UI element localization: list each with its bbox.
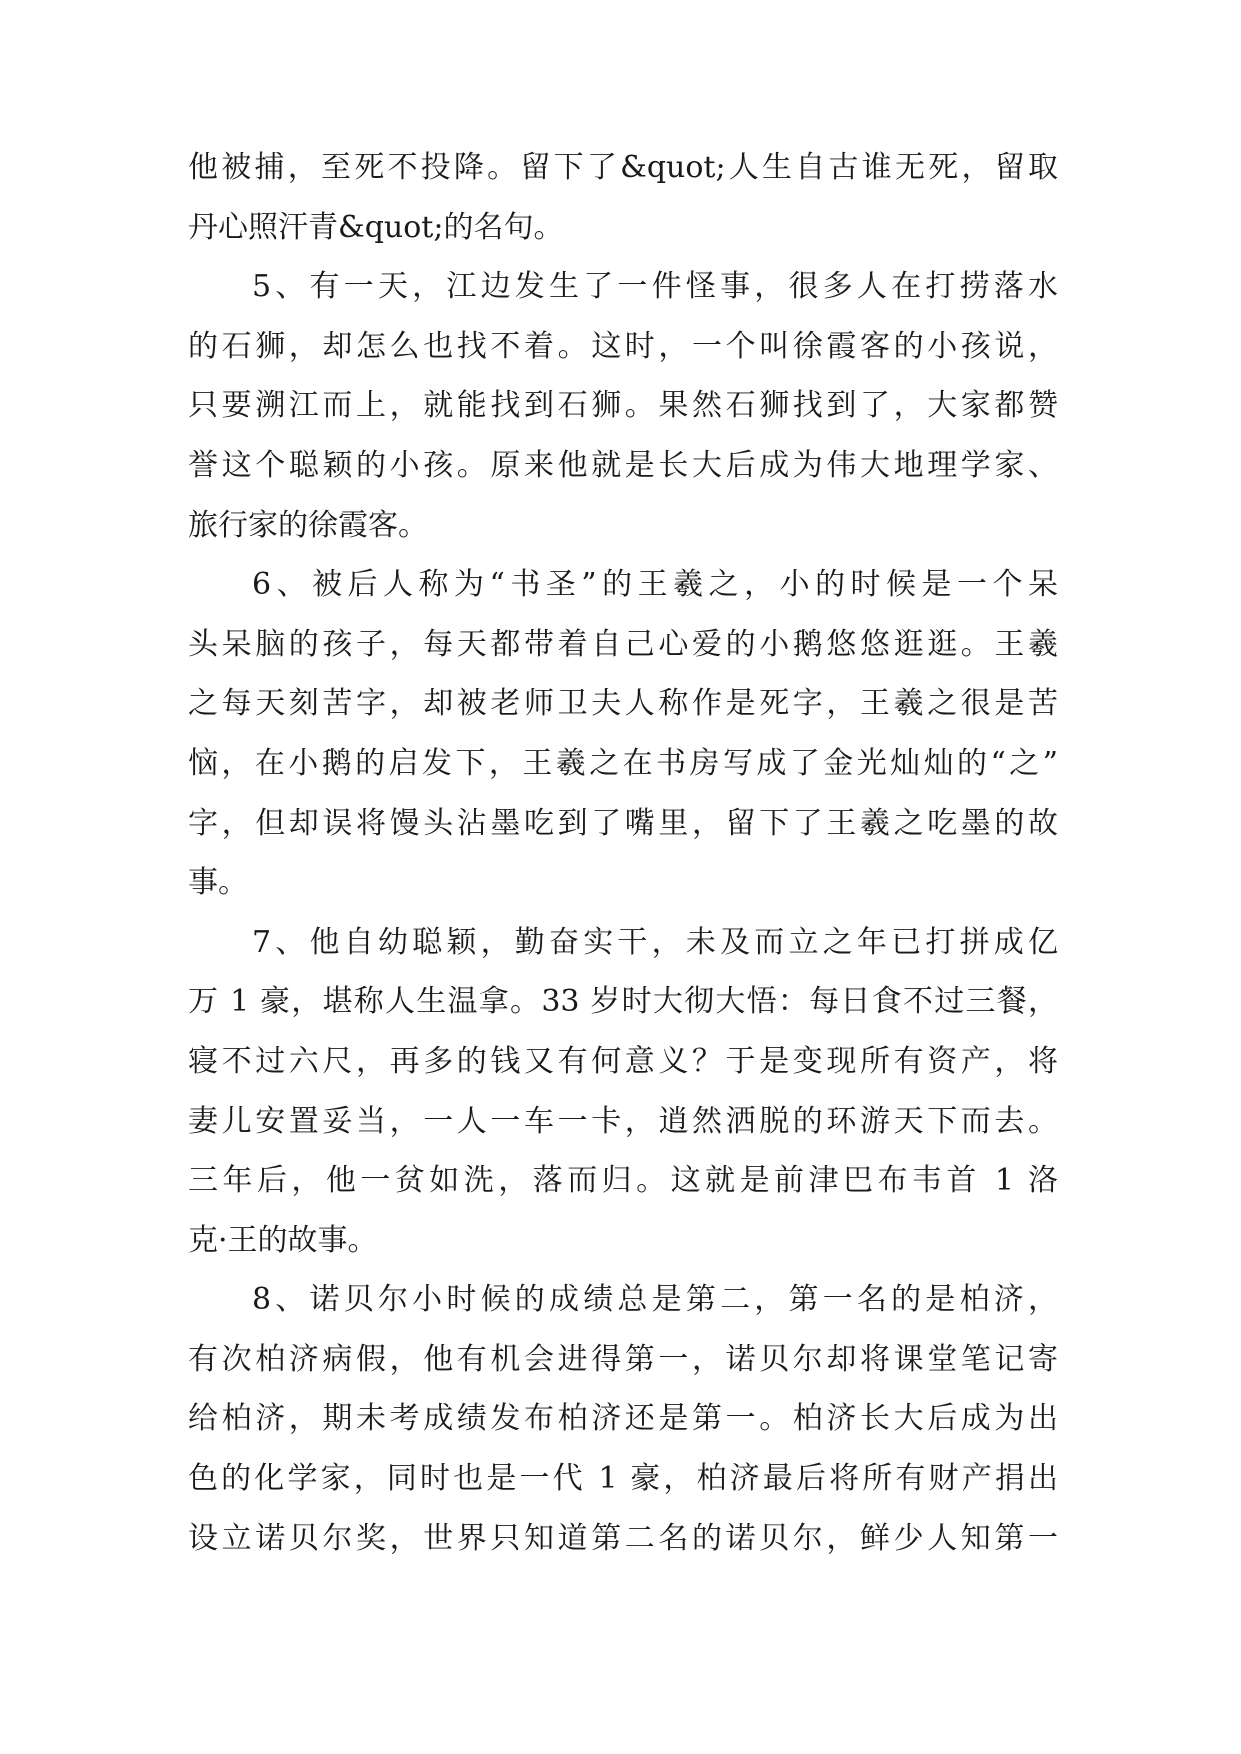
text-line: 他被捕，至死不投降。留下了&quot;人生自古谁无死，留取 <box>188 150 1058 185</box>
text-line: 丹心照汗青&quot;的名句。 <box>188 209 564 245</box>
text-line: 的石狮，却怎么也找不着。这时，一个叫徐霞客的小孩说， <box>188 328 1058 364</box>
document-body <box>188 138 1058 1568</box>
text-line: 有次柏济病假，他有机会进得第一，诺贝尔却将课堂笔记寄 <box>188 1341 1058 1377</box>
text-line: 7、他自幼聪颖，勤奋实干，未及而立之年已打拼成亿 <box>252 924 1058 960</box>
text-line: 万 1 豪，堪称人生温拿。33 岁时大彻大悟：每日食不过三餐， <box>188 984 1058 1020</box>
text-line: 给柏济，期未考成绩发布柏济还是第一。柏济长大后成为出 <box>188 1401 1058 1437</box>
text-line: 色的化学家，同时也是一代 1 豪，柏济最后将所有财产捐出 <box>188 1461 1058 1497</box>
text-line: 妻儿安置妥当，一人一车一卡，逍然洒脱的环游天下而去。 <box>188 1103 1058 1139</box>
text-line: 三年后，他一贫如洗，落而归。这就是前津巴布韦首 1 洛 <box>188 1163 1058 1199</box>
text-line: 只要溯江而上，就能找到石狮。果然石狮找到了，大家都赞 <box>188 388 1058 424</box>
text-line: 克·王的故事。 <box>188 1222 378 1258</box>
text-line: 誉这个聪颖的小孩。原来他就是长大后成为伟大地理学家、 <box>188 447 1058 483</box>
text-line: 旅行家的徐霞客。 <box>188 507 428 543</box>
text-line: 8、诺贝尔小时候的成绩总是第二，第一名的是柏济， <box>252 1282 1058 1318</box>
text-line: 之每天刻苦字，却被老师卫夫人称作是死字，王羲之很是苦 <box>188 686 1058 722</box>
text-line: 字，但却误将馒头沾墨吃到了嘴里，留下了王羲之吃墨的故 <box>188 805 1058 841</box>
text-line: 恼，在小鹅的启发下，王羲之在书房写成了金光灿灿的“之” <box>188 745 1058 781</box>
text-line: 6、被后人称为“书圣”的王羲之，小的时候是一个呆 <box>252 567 1058 603</box>
text-line: 头呆脑的孩子，每天都带着自己心爱的小鹅悠悠逛逛。王羲 <box>188 626 1058 662</box>
text-line: 5、有一天，江边发生了一件怪事，很多人在打捞落水 <box>252 269 1058 305</box>
text-line: 寝不过六尺，再多的钱又有何意义？于是变现所有资产，将 <box>188 1043 1058 1079</box>
text-line: 事。 <box>188 865 248 901</box>
text-line: 设立诺贝尔奖，世界只知道第二名的诺贝尔，鲜少人知第一 <box>188 1520 1058 1556</box>
